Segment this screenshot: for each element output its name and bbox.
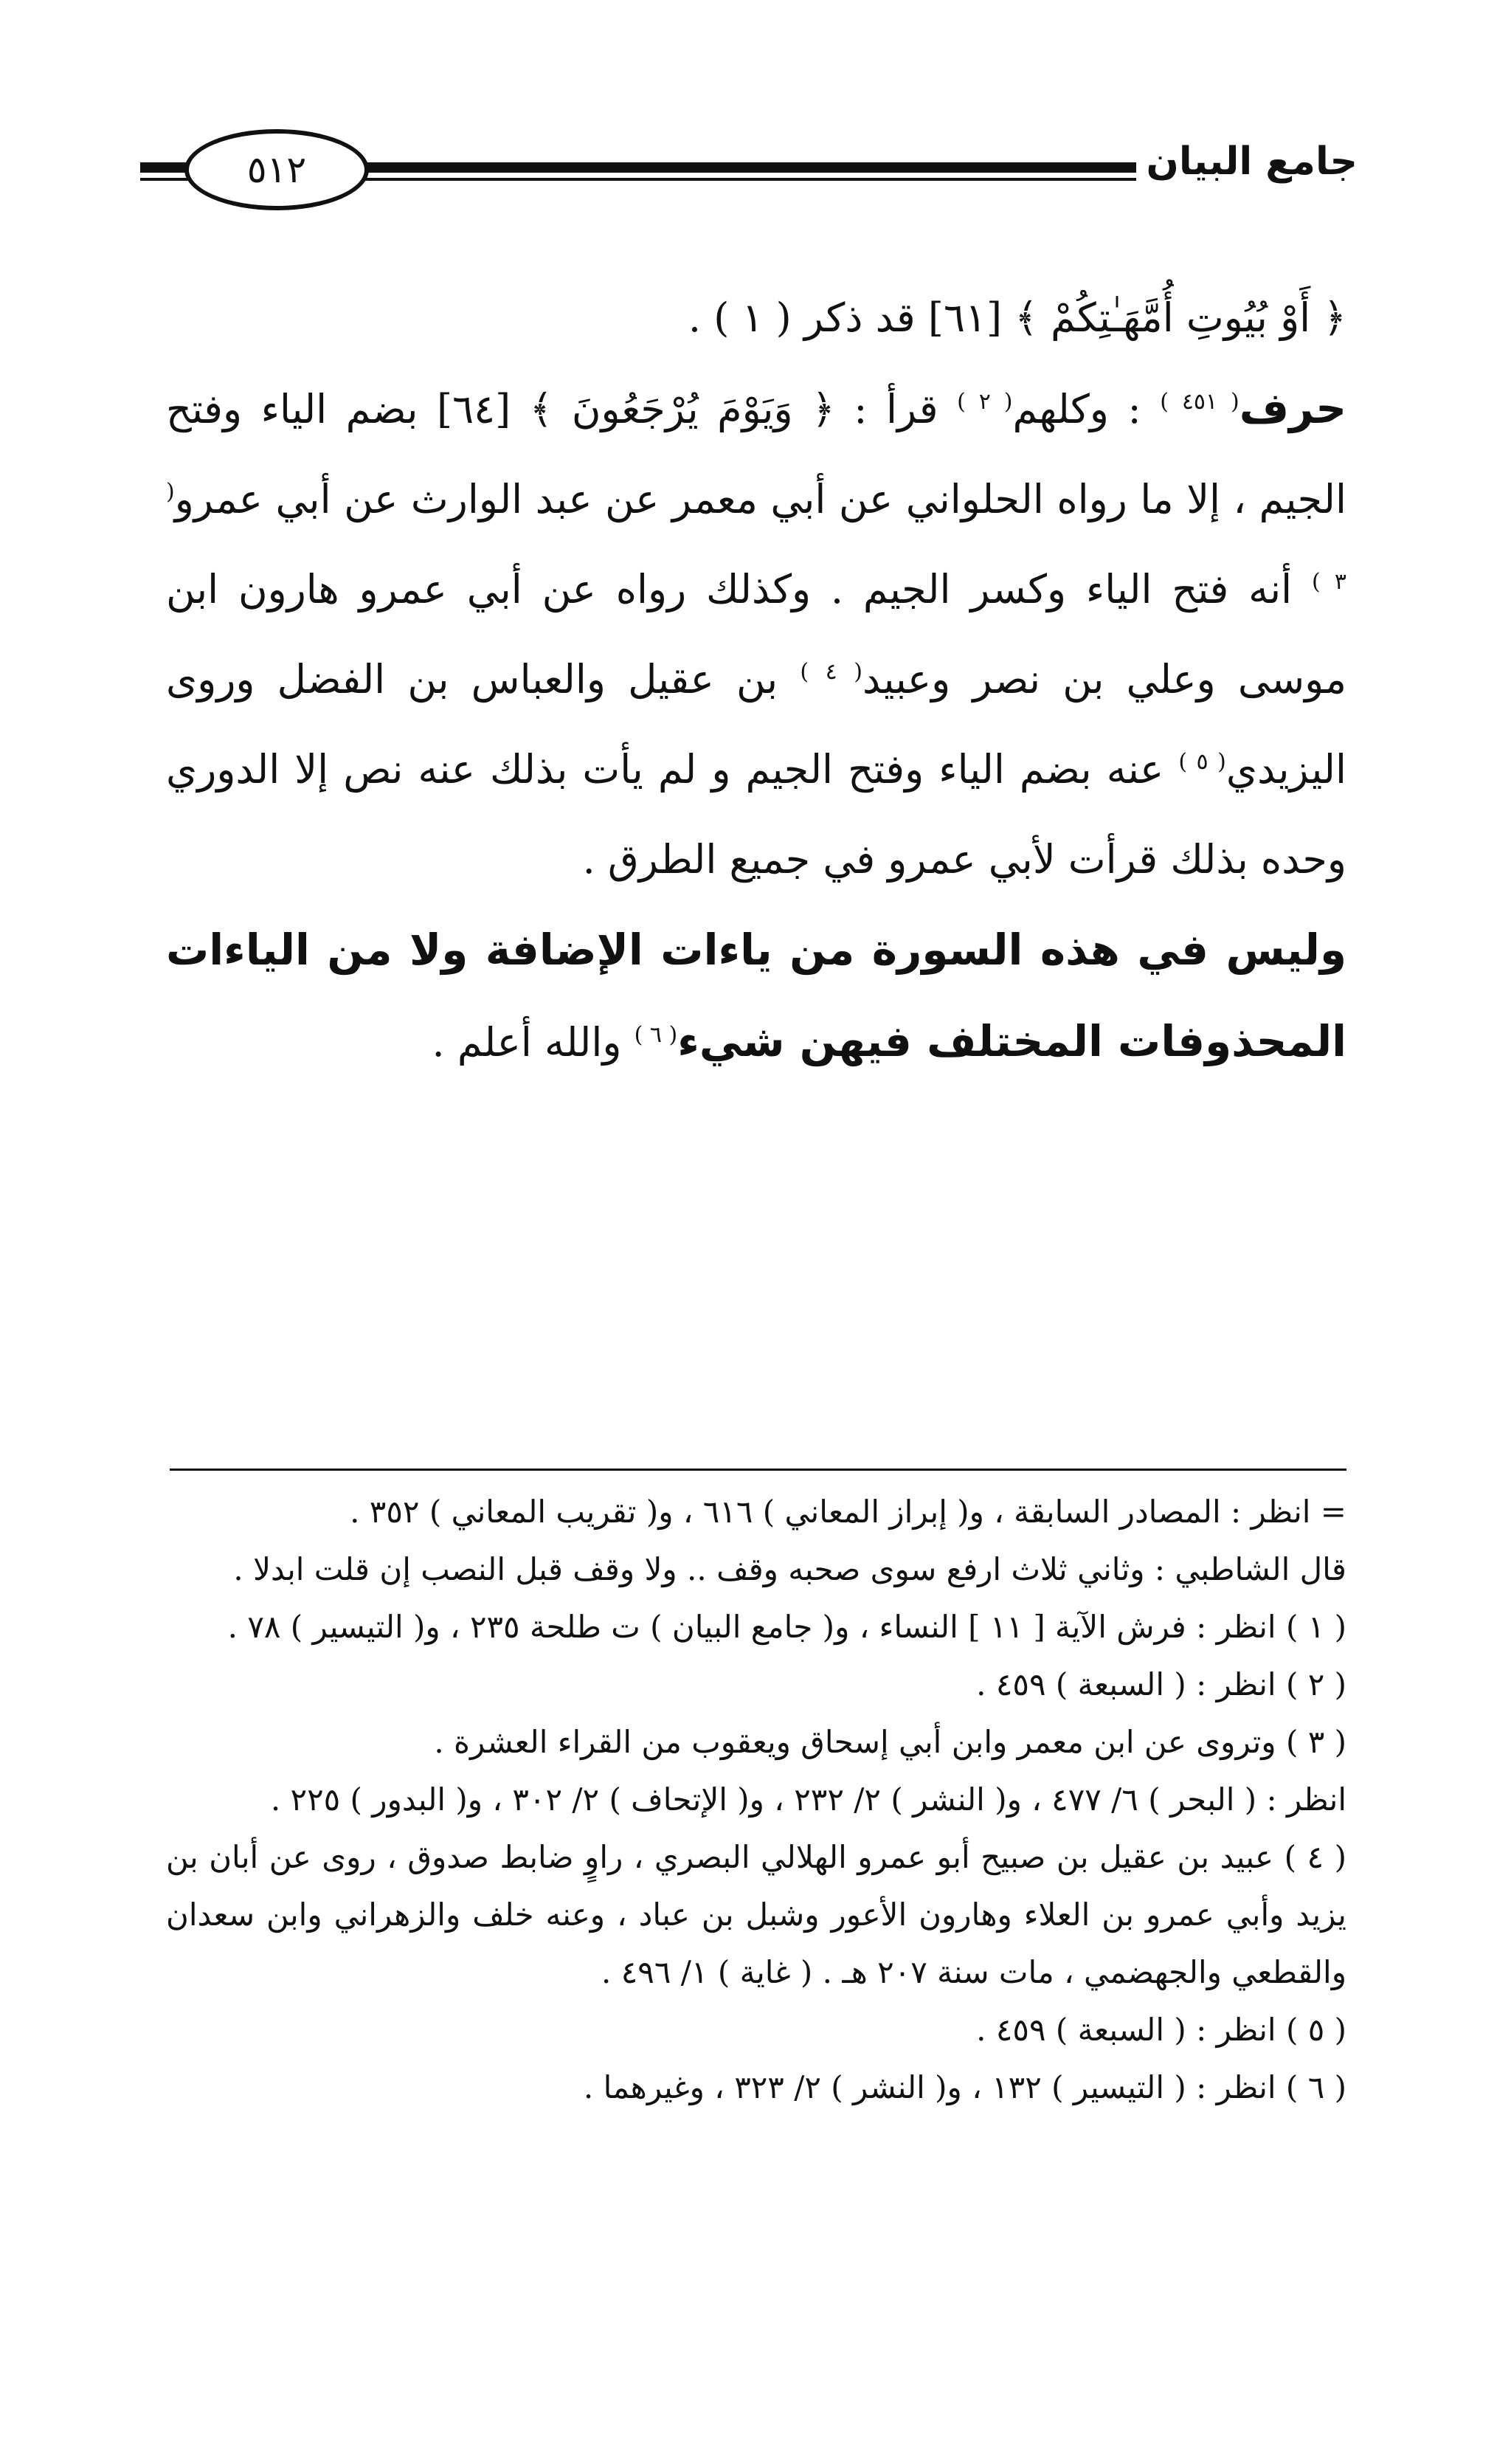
paragraph-text: قرأ : ﴿ وَيَوْمَ يُرْجَعُونَ ﴾ [٦٤] بضم الياء وفتح الجيم ، إلا ما رواه الحلواني عن أبي معمر عن عبد الوارث عن أبي عمرو [166,386,1346,522]
page-number: ٥١٢ [184,129,369,210]
verse-line: ﴿ أَوْ بُيُوتِ أُمَّهَـٰتِكُمْ ﴾ [٦١] قد ذكر ( ١ ) . [688,294,1346,341]
footnote-line: ( ٦ ) انظر : ( التيسير ) ١٣٢ ، و( النشر ) ٢/ ٣٢٣ ، وغيرهما . [583,2069,1346,2105]
footnote-line: ( ٥ ) انظر : ( السبعة ) ٤٥٩ . [976,2012,1346,2048]
footnote-line: ( ٣ ) وتروى عن ابن معمر وابن أبي إسحاق ويعقوب من القراء العشرة . [434,1724,1346,1760]
footnote-line: انظر : ( البحر ) ٦/ ٤٧٧ ، و( النشر ) ٢/ ٢٣٢ ، و( الإتحاف ) ٢/ ٣٠٢ ، و( البدور ) ٢٢٥ . [270,1781,1346,1818]
closing-bold-text: وليس في هذه السورة من ياءات الإضافة ولا من الياءات المحذوفات المختلف فيهن شيء [166,925,1346,1066]
section-number: ( ٤٥١ ) [1160,389,1239,415]
book-title: جامع البيان [1146,139,1358,184]
paragraph-text: عنه بضم الياء وفتح الجيم و لم يأت بذلك عنه نص إلا الدوري وحده بذلك قرأت لأبي عمرو في جميع الطرق . [166,746,1346,883]
footnote-ref: ( ٤ ) [800,659,862,685]
paragraph-text: أنه فتح الياء وكسر الجيم . وكذلك رواه عن أبي عمرو هارون ابن موسى وعلي بن نصر وعبيد [166,566,1346,703]
footnote-line: ( ٤ ) عبيد بن عقيل بن صبيح أبو عمرو الهلالي البصري ، راوٍ ضابط صدوق ، روى عن أبان بن يزيد وأبي عمرو بن العلاء وهارون الأعور وشبل بن عباد ، وعنه خلف والزهراني وابن سعدان والقطعي والجهضمي ، مات سنة ٢٠٧ هـ . ( غاية ) ١/ ٤٩٦ . [166,1839,1346,1990]
closing-statement [166,905,1346,1088]
footnote-separator [170,1469,1346,1471]
footnote-line: ( ١ ) انظر : فرش الآية [ ١١ ] النساء ، و( جامع البيان ) ت طلحة ٢٣٥ ، و( التيسير ) ٧٨ . [227,1609,1346,1645]
closing-text: والله أعلم . [432,1019,635,1066]
footnote-line: قال الشاطبي : وثاني ثلاث ارفع سوى صحبه وقف .. ولا وقف قبل النصب إن قلت ابدلا . [233,1551,1346,1587]
section-heading: حرف [1239,383,1347,433]
page-header [140,122,1358,218]
footnote-ref: ( ٥ ) [1178,749,1226,775]
footnote-ref: ( ٣ ) [166,479,1346,595]
paragraph-text: بن عقيل والعباس بن الفضل وروى اليزيدي [166,656,1347,793]
footnote-line: ( ٢ ) انظر : ( السبعة ) ٤٥٩ . [976,1666,1346,1702]
paragraph-text: : وكلهم [1012,386,1161,432]
footnotes [166,1483,1346,2116]
footnote-ref: ( ٦ ) [634,1022,678,1048]
footnote-ref: ( ٢ ) [957,389,1013,415]
paragraph-451 [166,363,1346,905]
main-text [166,273,1346,1088]
footnote-line: = انظر : المصادر السابقة ، و( إبراز المعاني ) ٦١٦ ، و( تقريب المعاني ) ٣٥٢ . [350,1494,1346,1530]
